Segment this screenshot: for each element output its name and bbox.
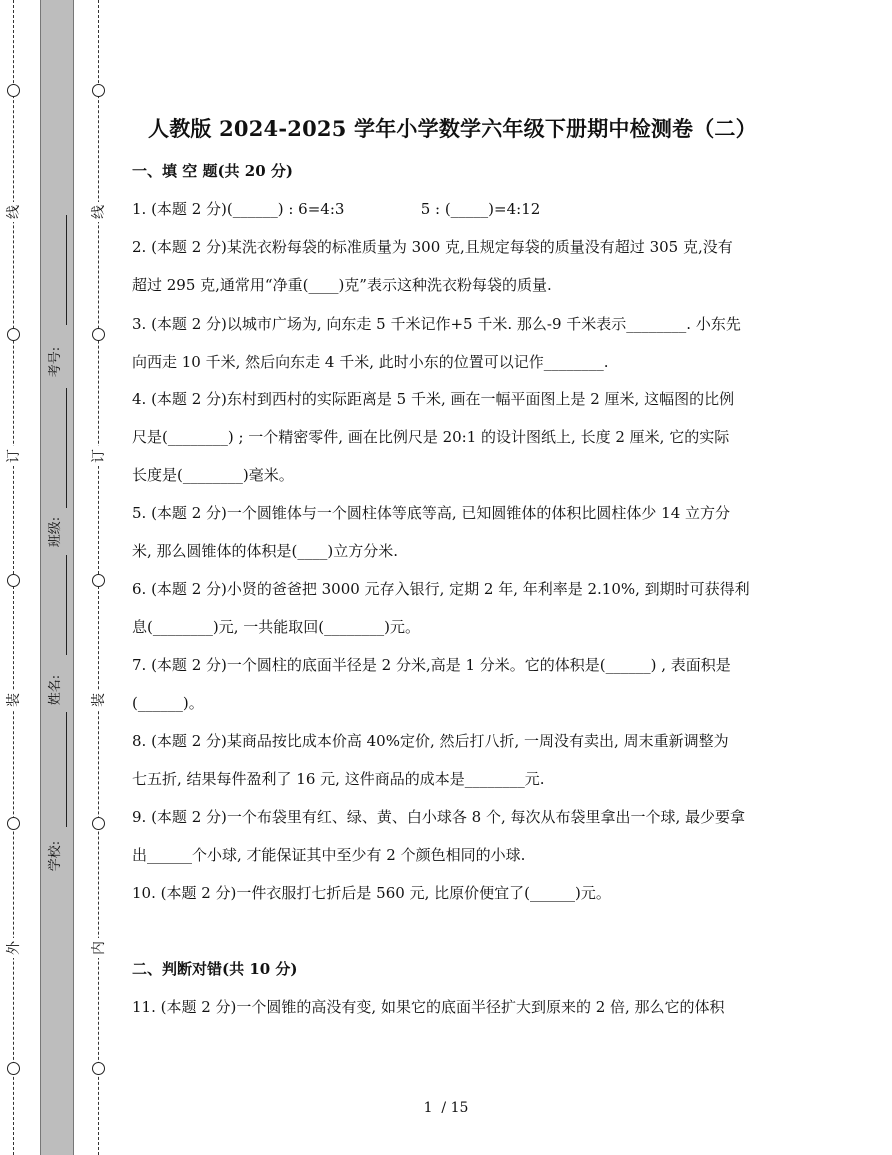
inner-margin-char: 内 bbox=[89, 938, 109, 958]
binding-hole bbox=[92, 1062, 105, 1075]
section-heading: 一、填 空 题(共 20 分) bbox=[132, 162, 293, 180]
name-label: 姓名: bbox=[48, 674, 63, 706]
binding-hole bbox=[7, 328, 20, 341]
binding-hole bbox=[7, 1062, 20, 1075]
inner-margin-char: 装 bbox=[89, 690, 109, 710]
question-line: (______)。 bbox=[132, 694, 204, 712]
inner-margin-char: 线 bbox=[89, 202, 109, 222]
question-line: 七五折, 结果每件盈利了 16 元, 这件商品的成本是________元. bbox=[132, 770, 545, 788]
question-line: 米, 那么圆锥体的体积是(____)立方分米. bbox=[132, 542, 399, 560]
binding-hole bbox=[7, 84, 20, 97]
question-line: 8. (本题 2 分)某商品按比成本价高 40%定价, 然后打八折, 一周没有卖出, 周末重新调整为 bbox=[132, 732, 729, 750]
binding-hole bbox=[92, 817, 105, 830]
question-line: 9. (本题 2 分)一个布袋里有红、绿、黄、白小球各 8 个, 每次从布袋里拿出一个球, 最少要拿 bbox=[132, 808, 746, 826]
question-line: 长度是(________)毫米。 bbox=[132, 466, 294, 484]
binding-hole bbox=[7, 817, 20, 830]
outer-margin-char: 外 bbox=[4, 938, 24, 958]
inner-margin-char: 订 bbox=[89, 446, 109, 466]
binding-hole bbox=[92, 574, 105, 587]
question-line: 10. (本题 2 分)一件衣服打七折后是 560 元, 比原价便宜了(______)元。 bbox=[132, 884, 611, 902]
binding-hole bbox=[92, 84, 105, 97]
school-label: 学校: bbox=[48, 840, 63, 872]
class-line bbox=[66, 388, 67, 508]
question-line: 4. (本题 2 分)东村到西村的实际距离是 5 千米, 画在一幅平面图上是 2 厘米, 这幅图的比例 bbox=[132, 390, 735, 408]
question-line: 出______个小球, 才能保证其中至少有 2 个颜色相同的小球. bbox=[132, 846, 526, 864]
class-label: 班级: bbox=[48, 516, 63, 548]
question-line: 6. (本题 2 分)小贤的爸爸把 3000 元存入银行, 定期 2 年, 年利率是 2.10%, 到期时可获得利 bbox=[132, 580, 750, 598]
page-number: 1 / 15 bbox=[423, 1100, 469, 1116]
question-line: 息(________)元, 一共能取回(________)元。 bbox=[132, 618, 420, 636]
question-line: 7. (本题 2 分)一个圆柱的底面半径是 2 分米,高是 1 分米。它的体积是(______) , 表面积是 bbox=[132, 656, 731, 674]
question-line: 5. (本题 2 分)一个圆锥体与一个圆柱体等底等高, 已知圆锥体的体积比圆柱体少 14 立方分 bbox=[132, 504, 731, 522]
page-title: 人教版 2024-2025 学年小学数学六年级下册期中检测卷（二） bbox=[148, 116, 757, 141]
binding-hole bbox=[7, 574, 20, 587]
question-line: 超过 295 克,通常用“净重(____)克”表示这种洗衣粉每袋的质量. bbox=[132, 276, 552, 294]
question-line: 11. (本题 2 分)一个圆锥的高没有变, 如果它的底面半径扩大到原来的 2 倍, 那么它的体积 bbox=[132, 998, 725, 1016]
question-line: 向西走 10 千米, 然后向东走 4 千米, 此时小东的位置可以记作________. bbox=[132, 353, 609, 371]
question-line: 尺是(________) ; 一个精密零件, 画在比例尺是 20:1 的设计图纸上, 长度 2 厘米, 它的实际 bbox=[132, 428, 730, 446]
exam-number-label: 考号: bbox=[48, 346, 63, 378]
school-line bbox=[66, 712, 67, 827]
exam-number-line bbox=[66, 215, 67, 325]
section-heading: 二、判断对错(共 10 分) bbox=[132, 960, 298, 978]
binding-hole bbox=[92, 328, 105, 341]
outer-margin-char: 订 bbox=[4, 446, 24, 466]
question-line: 3. (本题 2 分)以城市广场为, 向东走 5 千米记作+5 千米. 那么-9 千米表示________. 小东先 bbox=[132, 315, 741, 333]
question-line: 2. (本题 2 分)某洗衣粉每袋的标准质量为 300 克,且规定每袋的质量没有超过 305 克,没有 bbox=[132, 238, 733, 256]
outer-margin-char: 装 bbox=[4, 690, 24, 710]
name-line bbox=[66, 555, 67, 655]
binding-strip bbox=[40, 0, 74, 1155]
outer-margin-char: 线 bbox=[4, 202, 24, 222]
question-line: 1. (本题 2 分)(______) : 6=4:3 5 : (_____)=4:12 bbox=[132, 200, 541, 218]
